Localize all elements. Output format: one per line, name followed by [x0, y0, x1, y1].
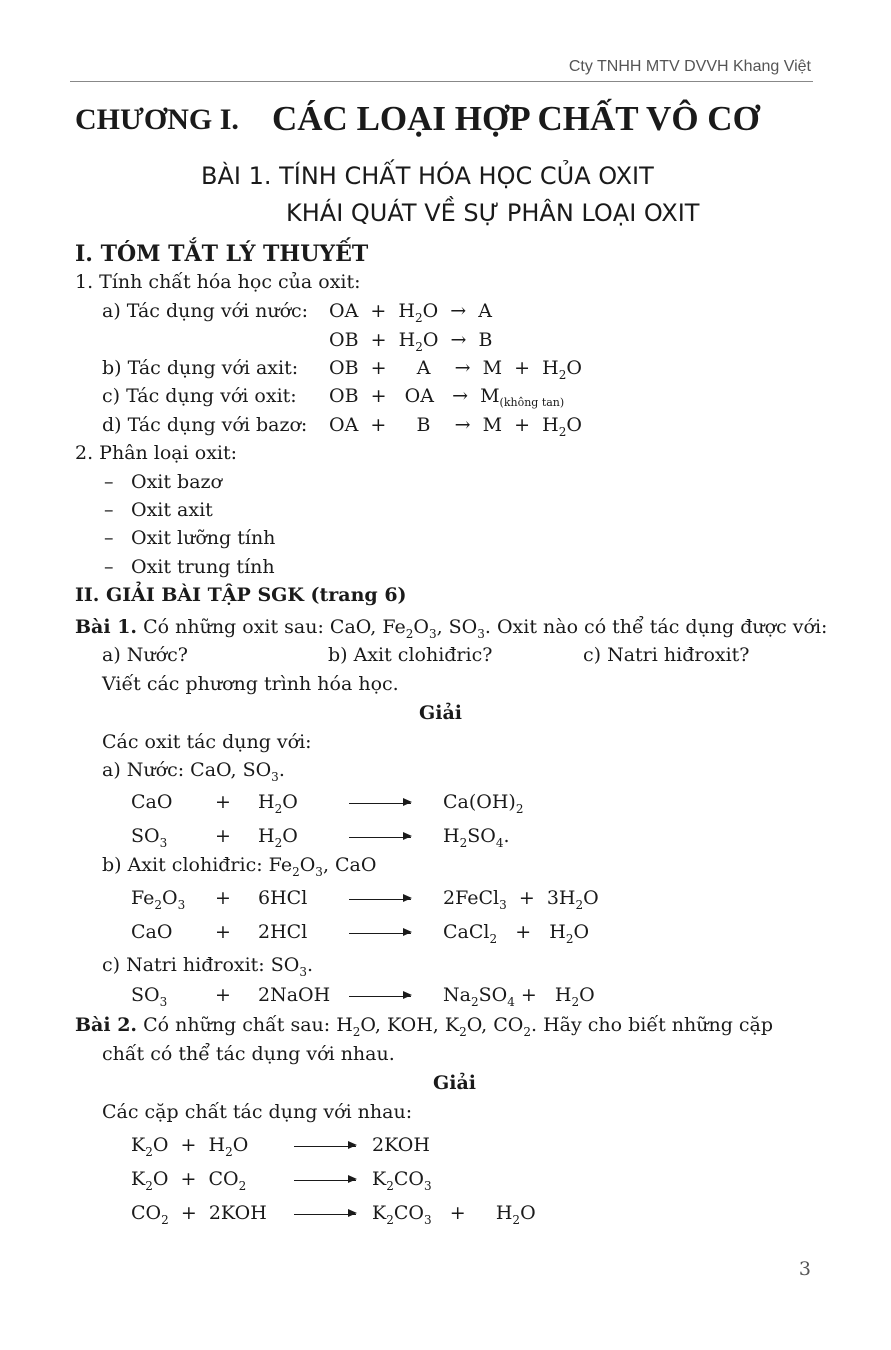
- ex1-part-a: a) Nước: CaO, $SO_3$.: [102, 759, 285, 784]
- eq-reactant: $CO_2 + 2KOH$: [131, 1202, 267, 1227]
- oxide-type-bullet: –: [104, 556, 114, 578]
- chapter-title: CÁC LOẠI HỢP CHẤT VÔ CƠ: [272, 99, 760, 138]
- eq-plus: +: [215, 984, 231, 1006]
- publisher-header: Cty TNHH MTV DVVH Khang Việt: [568, 58, 811, 75]
- header-rule: [70, 81, 813, 82]
- ex1-task: Viết các phương trình hóa học.: [102, 673, 399, 695]
- ex1-text-c: . Oxit nào có thể tác dụng được với:: [484, 616, 828, 638]
- classification-heading: 2. Phân loại oxit:: [75, 442, 238, 464]
- oxide-type-1: Oxit bazơ: [131, 471, 222, 493]
- eq-reactant: $Fe_2O_3$: [131, 887, 186, 912]
- eq-arrow: [345, 921, 415, 943]
- eq-reactant: $SO_3$: [131, 984, 168, 1009]
- ex2-text-d: . Hãy cho biết những cặp: [531, 1014, 774, 1036]
- eq-product: CaCl$_2$ + $H_2O$: [443, 921, 590, 946]
- oxide-type-bullet: –: [104, 499, 114, 521]
- eq-product: $H_2SO_4$.: [443, 825, 510, 850]
- eq-reactant: $SO_3$: [131, 825, 168, 850]
- eq-reactant: 2NaOH: [258, 984, 331, 1006]
- ex1-part-c: c) Natri hiđroxit: $SO_3$.: [102, 954, 314, 979]
- exercise-2-label: Bài 2.: [75, 1014, 138, 1036]
- ex1-part-c-text: c) Natri hiđroxit: SO: [102, 954, 300, 976]
- eq-plus: +: [215, 887, 231, 909]
- ex1-solution-heading: Giải: [419, 702, 462, 724]
- prop-b-eq: OB + A → $M + H_2O$: [329, 357, 582, 382]
- lesson-title-line2: KHÁI QUÁT VỀ SỰ PHÂN LOẠI OXIT: [286, 199, 700, 227]
- eq-reactant: $H_2O$: [258, 791, 298, 816]
- eq-arrow: [345, 984, 415, 1006]
- ex2-text-a: Có những chất sau: H: [143, 1014, 353, 1036]
- eq-arrow: [290, 1168, 360, 1190]
- exercise-1-question: Bài 1. Có những oxit sau: CaO, $Fe_2O_3$, $SO_3$. Oxit nào có thể tác dụng được với:: [75, 616, 828, 641]
- chapter-number: CHƯƠNG I.: [75, 103, 239, 136]
- eq-arrow: [290, 1134, 360, 1156]
- eq-arrow: [345, 791, 415, 813]
- ex1-option-b: b) Axit clohiđric?: [328, 644, 493, 666]
- ex1-part-b: b) Axit clohiđric: $Fe_2O_3$, CaO: [102, 854, 377, 879]
- section2-title: II. GIẢI BÀI TẬP SGK (trang 6): [75, 584, 407, 606]
- ex2-text-b: O, KOH, K: [360, 1014, 460, 1036]
- oxide-type-2: Oxit axit: [131, 499, 213, 521]
- ex2-intro: Các cặp chất tác dụng với nhau:: [102, 1101, 413, 1123]
- ex1-option-a: a) Nước?: [102, 644, 188, 666]
- prop-a-eq1: OA + $H_2O \to A$: [329, 300, 492, 325]
- eq-arrow: [290, 1202, 360, 1224]
- section1-title: I. TÓM TẮT LÝ THUYẾT: [75, 241, 369, 267]
- ex1-text-a: Có những oxit sau: CaO, Fe: [143, 616, 406, 638]
- prop-d-eq: OA + B → $M + H_2O$: [329, 414, 582, 439]
- eq-product: 2KOH: [372, 1134, 430, 1156]
- eq-reactant: $H_2O$: [258, 825, 298, 850]
- ex1-part-b-text: b) Axit clohiđric: Fe: [102, 854, 293, 876]
- exercise-2-question: Bài 2. Có những chất sau: $H_2O$, KOH, $K_2O$, $CO_2$. Hãy cho biết những cặp: [75, 1014, 774, 1039]
- ex1-part-b-text2: , CaO: [322, 854, 377, 876]
- eq-arrow: [345, 887, 415, 909]
- prop-a-label: a) Tác dụng với nước:: [102, 300, 309, 322]
- eq-product: $K_2CO_3$: [372, 1168, 432, 1193]
- eq-product: $Ca(OH)_2$: [443, 791, 524, 816]
- prop-c-label: c) Tác dụng với oxit:: [102, 385, 297, 407]
- eq-product: $Na_2SO_4 + H_2O$: [443, 984, 595, 1009]
- eq-plus: +: [215, 921, 231, 943]
- prop-b-label: b) Tác dụng với axit:: [102, 357, 299, 379]
- eq-product: 2FeCl$_3$ + $3H_2O$: [443, 887, 599, 912]
- ex1-intro: Các oxit tác dụng với:: [102, 731, 312, 753]
- ex1-text-b: , SO: [436, 616, 478, 638]
- eq-reactant: 6HCl: [258, 887, 308, 909]
- properties-heading: 1. Tính chất hóa học của oxit:: [75, 271, 361, 293]
- prop-d-label: d) Tác dụng với bazơ:: [102, 414, 308, 436]
- oxide-type-bullet: –: [104, 471, 114, 493]
- lesson-title-line1: BÀI 1. TÍNH CHẤT HÓA HỌC CỦA OXIT: [201, 162, 654, 190]
- eq-reactant: CaO: [131, 921, 173, 943]
- eq-arrow: [345, 825, 415, 847]
- ex1-part-a-text: a) Nước: CaO, SO: [102, 759, 272, 781]
- page-number: 3: [798, 1258, 811, 1280]
- oxide-type-bullet: –: [104, 527, 114, 549]
- prop-a-eq2: OB + $H_2O \to B$: [329, 329, 493, 354]
- eq-reactant: $K_2O + CO_2$: [131, 1168, 247, 1193]
- insoluble-note: (không tan): [499, 396, 565, 409]
- ex2-text-c: O, CO: [466, 1014, 524, 1036]
- eq-reactant: 2HCl: [258, 921, 308, 943]
- ex2-solution-heading: Giải: [433, 1072, 476, 1094]
- eq-reactant: $K_2O + H_2O$: [131, 1134, 249, 1159]
- eq-plus: +: [215, 791, 231, 813]
- ex2-question-line2: chất có thể tác dụng với nhau.: [102, 1043, 395, 1065]
- prop-c-eq: OB + OA → $M_{(không tan)}$: [329, 385, 565, 409]
- oxide-type-4: Oxit trung tính: [131, 556, 275, 578]
- ex1-option-c: c) Natri hiđroxit?: [583, 644, 750, 666]
- eq-reactant: CaO: [131, 791, 173, 813]
- exercise-1-label: Bài 1.: [75, 616, 138, 638]
- eq-plus: +: [215, 825, 231, 847]
- oxide-type-3: Oxit lưỡng tính: [131, 527, 276, 549]
- eq-product: $K_2CO_3$ + $H_2O$: [372, 1202, 536, 1227]
